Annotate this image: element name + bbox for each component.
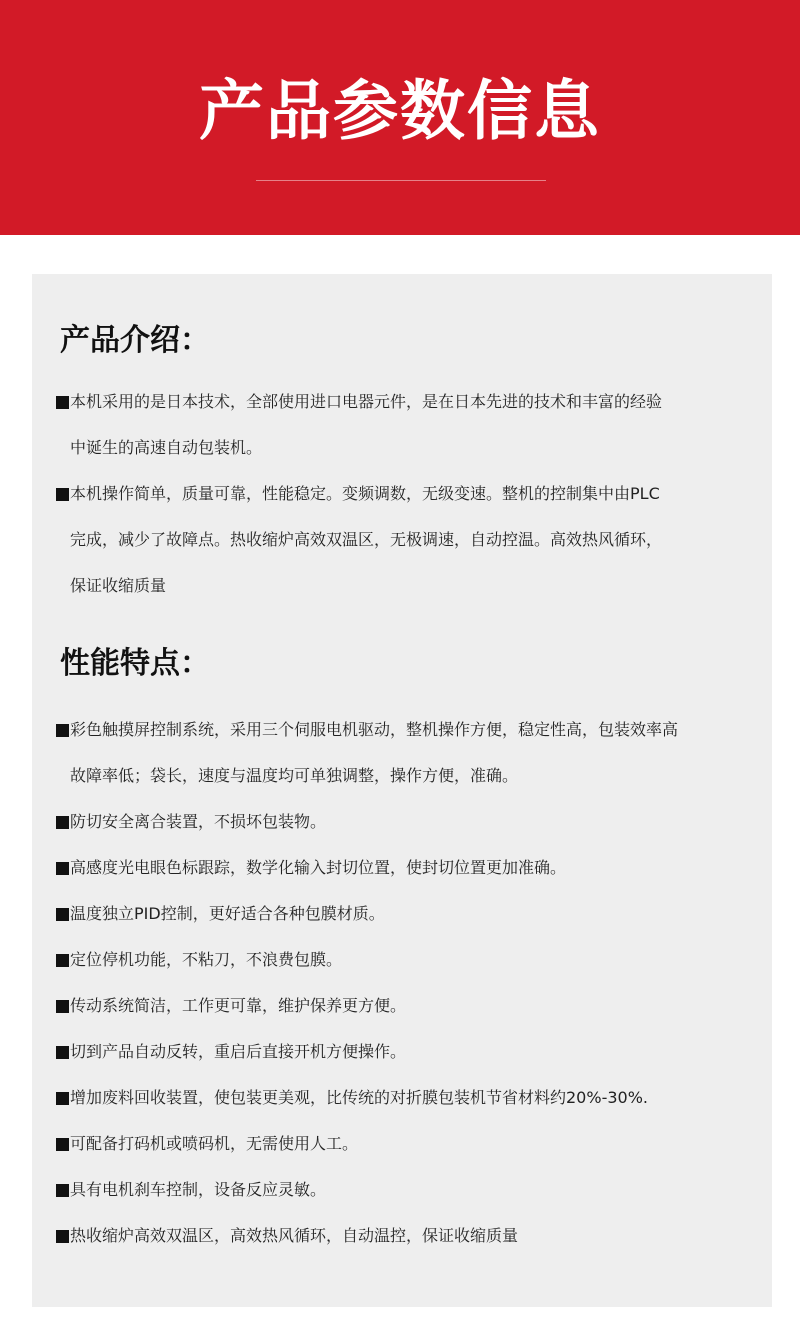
bullet-square-icon [56,1230,69,1243]
bullet-square-icon [56,396,69,409]
list-item [56,799,772,845]
feature-item-10: 具有电机刹车控制，设备反应灵敏。 [70,1180,327,1199]
feature-item-4: 温度独立PID控制，更好适合各种包膜材质。 [70,904,385,923]
intro-list [56,379,772,609]
page-title: 产品参数信息 [198,74,601,149]
feature-item-3: 高感度光电眼色标跟踪，数学化输入封切位置，使封切位置更加准确。 [70,858,567,877]
intro-item-1-line-2: 中诞生的高速自动包装机。 [70,438,263,457]
feature-item-11: 热收缩炉高效双温区，高效热风循环，自动温控，保证收缩质量 [70,1226,519,1245]
list-item [56,1029,772,1075]
bullet-square-icon [56,1000,69,1013]
bullet-square-icon [56,1046,69,1059]
bullet-square-icon [56,488,69,501]
bullet-square-icon [56,816,69,829]
feature-item-5: 定位停机功能，不粘刀，不浪费包膜。 [70,950,343,969]
feature-item-2: 防切安全离合装置，不损坏包装物。 [70,812,327,831]
intro-item-2-line-1: 本机操作简单，质量可靠，性能稳定。变频调数，无级变速。整机的控制集中由PLC [70,484,660,503]
list-item [56,983,772,1029]
title-divider [256,180,546,181]
list-item [56,937,772,983]
bullet-square-icon [56,954,69,967]
feature-item-6: 传动系统简洁，工作更可靠，维护保养更方便。 [70,996,407,1015]
feature-item-1-line-1: 彩色触摸屏控制系统，采用三个伺服电机驱动，整机操作方便，稳定性高，包装效率高 [70,720,679,739]
list-item [56,471,772,609]
intro-item-1-line-1: 本机采用的是日本技术，全部使用进口电器元件，是在日本先进的技术和丰富的经验 [70,392,663,411]
list-item [56,707,772,799]
list-item [56,1167,772,1213]
list-item [56,845,772,891]
bullet-square-icon [56,1092,69,1105]
features-heading: 性能特点： [60,646,210,681]
feature-item-7: 切到产品自动反转，重启后直接开机方便操作。 [70,1042,407,1061]
content-panel [32,274,772,1307]
intro-heading: 产品介绍： [60,323,210,358]
bullet-square-icon [56,1138,69,1151]
intro-item-2-line-2: 完成，减少了故障点。热收缩炉高效双温区，无极调速，自动控温。高效热风循环， [70,530,663,549]
features-list [56,707,772,1259]
intro-item-2-line-3: 保证收缩质量 [70,576,167,595]
bullet-square-icon [56,724,69,737]
bullet-square-icon [56,908,69,921]
feature-item-1-line-2: 故障率低；袋长，速度与温度均可单独调整，操作方便，准确。 [70,766,519,785]
bullet-square-icon [56,862,69,875]
feature-item-9: 可配备打码机或喷码机，无需使用人工。 [70,1134,359,1153]
list-item [56,1075,772,1121]
list-item [56,891,772,937]
list-item [56,379,772,471]
title-banner [0,0,800,235]
list-item [56,1121,772,1167]
feature-item-8: 增加废料回收装置，使包装更美观，比传统的对折膜包装机节省材料约20%-30%. [70,1088,648,1107]
bullet-square-icon [56,1184,69,1197]
list-item [56,1213,772,1259]
